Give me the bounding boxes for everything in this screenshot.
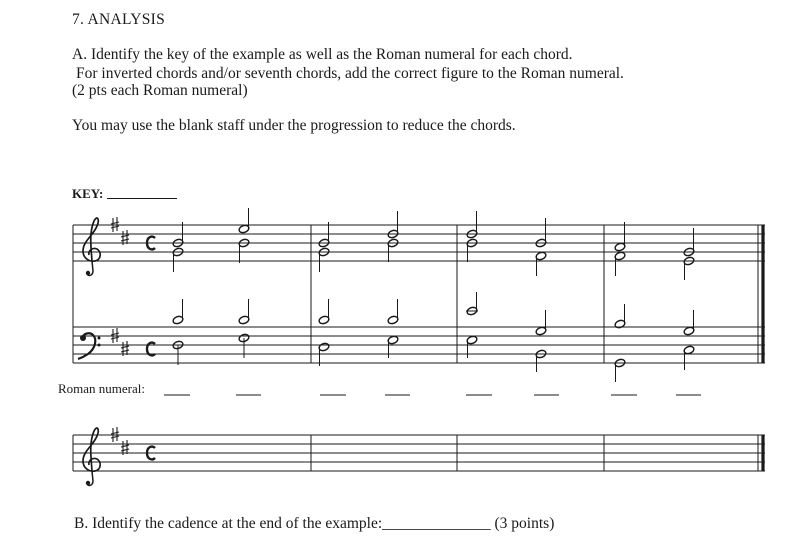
instruction-line-1: A. Identify the key of the example as well as the Roman numeral for each chord. [72,46,573,63]
chord-2 [238,208,250,358]
instruction-line-4: You may use the blank staff under the progression to reduce the chords. [72,117,516,134]
roman-numeral-label: Roman numeral: [58,381,146,396]
bass-staff [73,327,765,363]
chord-3 [318,222,330,366]
treble-clef-icon [83,428,100,485]
chord-6 [535,218,547,372]
sharp-icon [111,217,119,232]
key-label: KEY: [72,186,104,201]
chord-7 [614,222,626,382]
instruction-line-2: For inverted chords and/or seventh chords, add the correct figure to the Roman numeral. [76,65,624,82]
blank-reduction-staff[interactable] [73,427,765,485]
treble-clef-icon [83,218,100,275]
chord-8 [683,228,695,370]
sharp-icon [111,328,119,343]
instruction-line-3: (2 pts each Roman numeral) [72,82,248,99]
sharp-icon [111,427,119,442]
common-time-icon [147,343,155,356]
cadence-question: B. Identify the cadence at the end of the example:______________ (3 points) [74,515,555,532]
bass-clef-icon [78,333,101,359]
section-heading: 7. ANALYSIS [72,11,166,28]
